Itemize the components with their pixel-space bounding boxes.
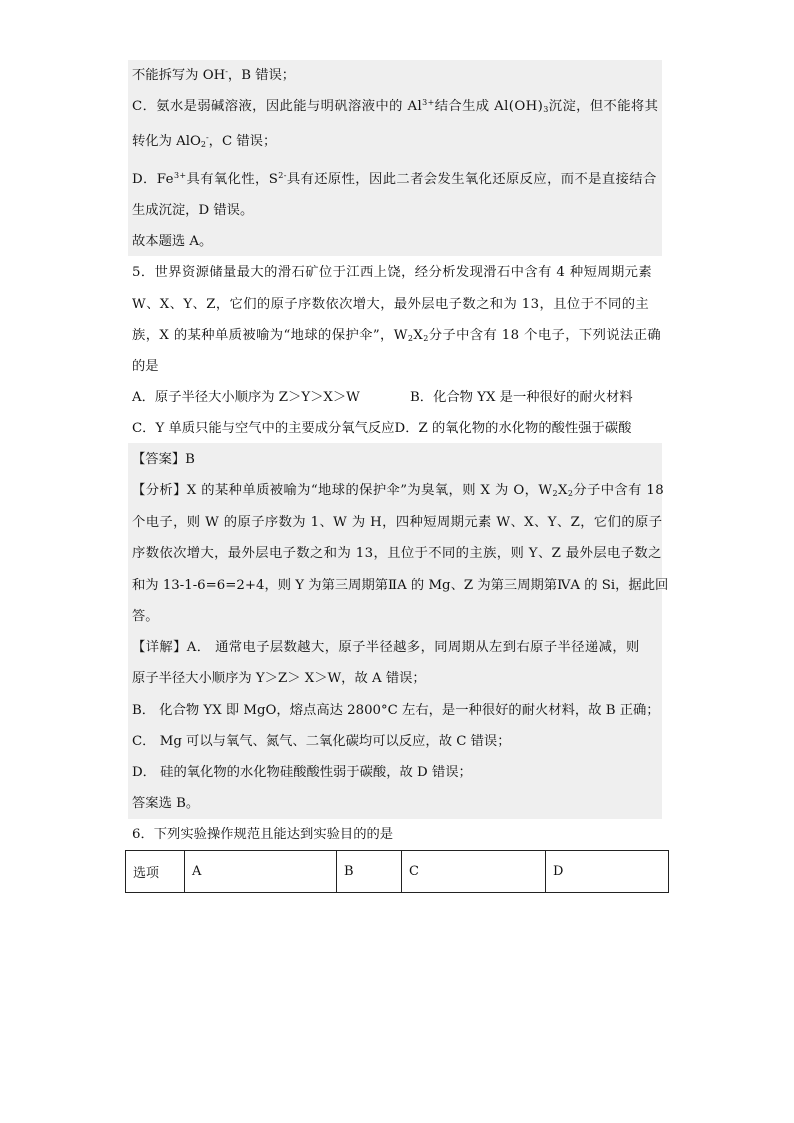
- q5-conclusion: 答案选 B。: [132, 796, 200, 811]
- q4-d-line-2: 生成沉淀，D 错误。: [132, 203, 254, 218]
- q5-stem-line-1: 5．世界资源储量最大的滑石矿位于江西上饶，经分析发现滑石中含有 4 种短周期元素: [132, 265, 653, 280]
- table-cell-b: B: [337, 851, 402, 893]
- table-cell-d: D: [546, 851, 669, 893]
- table-cell-c: C: [402, 851, 546, 893]
- q5-detail-line-3: B． 化合物 YX 即 MgO，熔点高达 2800°C 左右，是一种很好的耐火材料，故 B 正确；: [132, 703, 660, 718]
- explanation-shade-top: [128, 60, 662, 256]
- q5-analysis-line-4: 和为 13-1-6=6=2+4，则 Y 为第三周期第ⅡA 的 Mg、Z 为第三周期第ⅣA 的 Si，据此回: [132, 578, 669, 593]
- q5-analysis-line-1: 【分析】X 的某种单质被喻为“地球的保护伞”为臭氧，则 X 为 O，$W_2X_2$分子中含有 18: [132, 483, 665, 498]
- q5-analysis-line-2: 个电子，则 W 的原子序数为 1、W 为 H，四种短周期元素 W、X、Y、Z，它们的原子: [132, 515, 663, 530]
- q5-detail-line-1: 【详解】A． 通常电子层数越大，原子半径越多，同周期从左到右原子半径递减，则: [132, 640, 640, 655]
- q5-answer: 【答案】B: [132, 452, 195, 467]
- table-cell-option-label: 选项: [126, 851, 185, 893]
- q5-option-d: D．Z 的氧化物的水化物的酸性强于碳酸: [394, 421, 632, 436]
- q4-c-line-1: C．氨水是弱碱溶液，因此能与明矾溶液中的 $Al^{3+}$结合生成 $Al(OH)_3$沉淀，但不能将其: [132, 98, 659, 114]
- q5-option-a: A．原子半径大小顺序为 Z＞Y＞X＞W: [132, 390, 360, 405]
- q5-option-c: C．Y 单质只能与空气中的主要成分氧气反应: [132, 421, 395, 436]
- q4-conclusion: 故本题选 A。: [132, 234, 213, 249]
- q4-c-line-2: 转化为 AlO$_2$-，C 错误；: [132, 133, 277, 149]
- q6-options-table: [125, 850, 669, 893]
- q5-options-row-1: [132, 389, 672, 407]
- q5-option-b: B．化合物 YX 是一种很好的耐火材料: [410, 390, 633, 405]
- q4-d-line-1: D．$Fe^{3+}$具有氧化性，$S^{2-}$具有还原性，因此二者会发生氧化还原反应，而不是直接结合: [132, 171, 657, 187]
- q5-analysis-line-3: 序数依次增大，最外层电子数之和为 13，且位于不同的主族，则 Y、Z 最外层电子数之: [132, 546, 662, 561]
- q5-detail-line-4: C． Mg 可以与氧气、氮气、二氧化碳均可以反应，故 C 错误；: [132, 734, 511, 749]
- q6-stem: 6．下列实验操作规范且能达到实验目的的是: [132, 827, 394, 842]
- table-row: [126, 851, 669, 893]
- q5-options-row-2: [132, 420, 672, 438]
- q5-detail-line-2: 原子半径大小顺序为 Y＞Z＞ X＞W，故 A 错误；: [132, 671, 426, 686]
- q4-b-line: 不能拆写为 OH-，B 错误；: [132, 67, 296, 83]
- q5-stem-line-4: 的是: [132, 359, 159, 374]
- q5-analysis-line-5: 答。: [132, 609, 159, 624]
- q5-stem-line-3: 族，X 的某种单质被喻为“地球的保护伞”，$W_2X_2$分子中含有 18 个电子，下列说法正确: [132, 328, 662, 343]
- q5-stem-line-2: W、X、Y、Z，它们的原子序数依次增大，最外层电子数之和为 13，且位于不同的主: [132, 297, 650, 312]
- q5-detail-line-5: D． 硅的氧化物的水化物硅酸酸性弱于碳酸，故 D 错误；: [132, 765, 472, 780]
- table-cell-a: A: [185, 851, 337, 893]
